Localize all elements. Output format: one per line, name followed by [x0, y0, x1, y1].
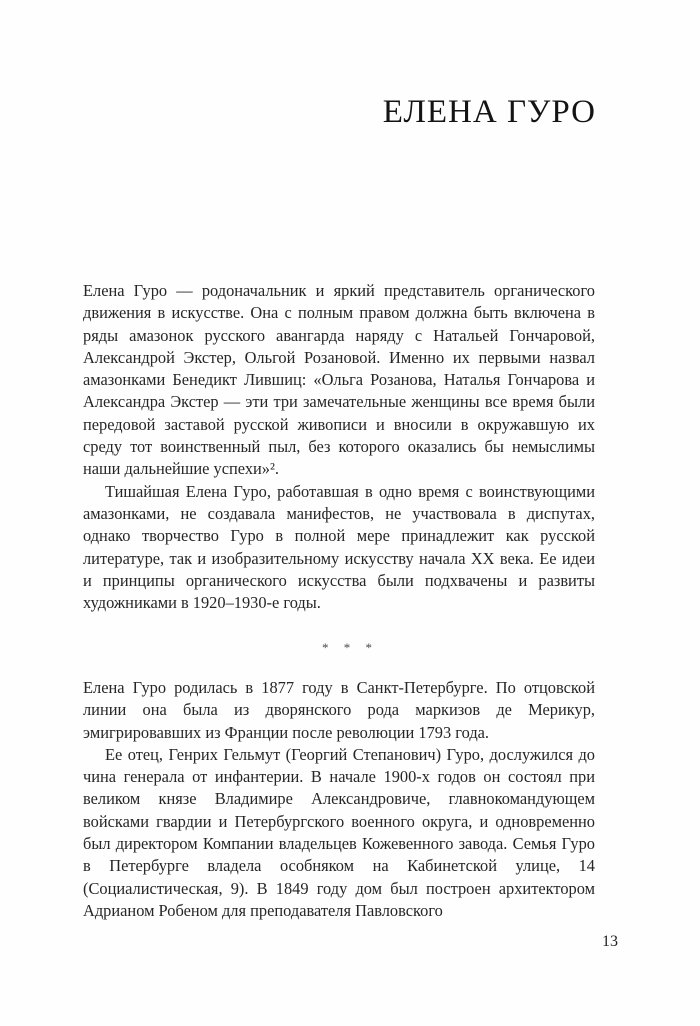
paragraph: Ее отец, Генрих Гельмут (Георгий Степанович) Гуро, дослужился до чина генерала от инфантерии. В начале 1900-х годов он состоял при великом князе Владимире Александровиче, главнокомандующем войсками гвардии и Петербургского военного округа, и одновременно был директором Компании владельцев Кожевенного завода. Семья Гуро в Петербурге владела особняком на Кабинетской улице, 14 (Социалистическая, 9). В 1849 году дом был построен архитектором Адрианом Робеном для преподавателя Павловского — [83, 744, 595, 920]
section-separator: * * * — [322, 640, 378, 655]
paragraph: Тишайшая Елена Гуро, работавшая в одно время с воинствующими амазонками, не создавала манифестов, не участвовала в диспутах, однако творчество Гуро в полной мере принадлежит как русской литературе, так и изобразительному искусству начала XX века. Ее идеи и принципы органического искусства были подхвачены и развиты художниками в 1920–1930-е годы. — [83, 481, 595, 613]
chapter-title: ЕЛЕНА ГУРО — [382, 94, 596, 130]
paragraph: Елена Гуро родилась в 1877 году в Санкт-Петербурге. По отцовской линии она была из дворянского рода маркизов де Мерикур, эмигрировавших из Франции после революции 1793 года. — [83, 678, 595, 742]
section-intro — [83, 280, 595, 614]
page-number: 13 — [602, 933, 618, 950]
section-biography — [83, 677, 595, 922]
paragraph: Елена Гуро — родоначальник и яркий представитель органического движения в искусстве. Она с полным правом должна быть включена в ряды амазонок русского авангарда наряду с Натальей Гончаровой, Александрой Экстер, Ольгой Розановой. Именно их первыми назвал амазонками Бенедикт Лившиц: «Ольга Розанова, Наталья Гончарова и Александра Экстер — эти три замечательные женщины все время были передовой заставой русской живописи и вносили в окружавшую их среду тот воинственный пыл, без которого оказались бы немыслимы наши дальнейшие успехи»². — [83, 281, 595, 479]
